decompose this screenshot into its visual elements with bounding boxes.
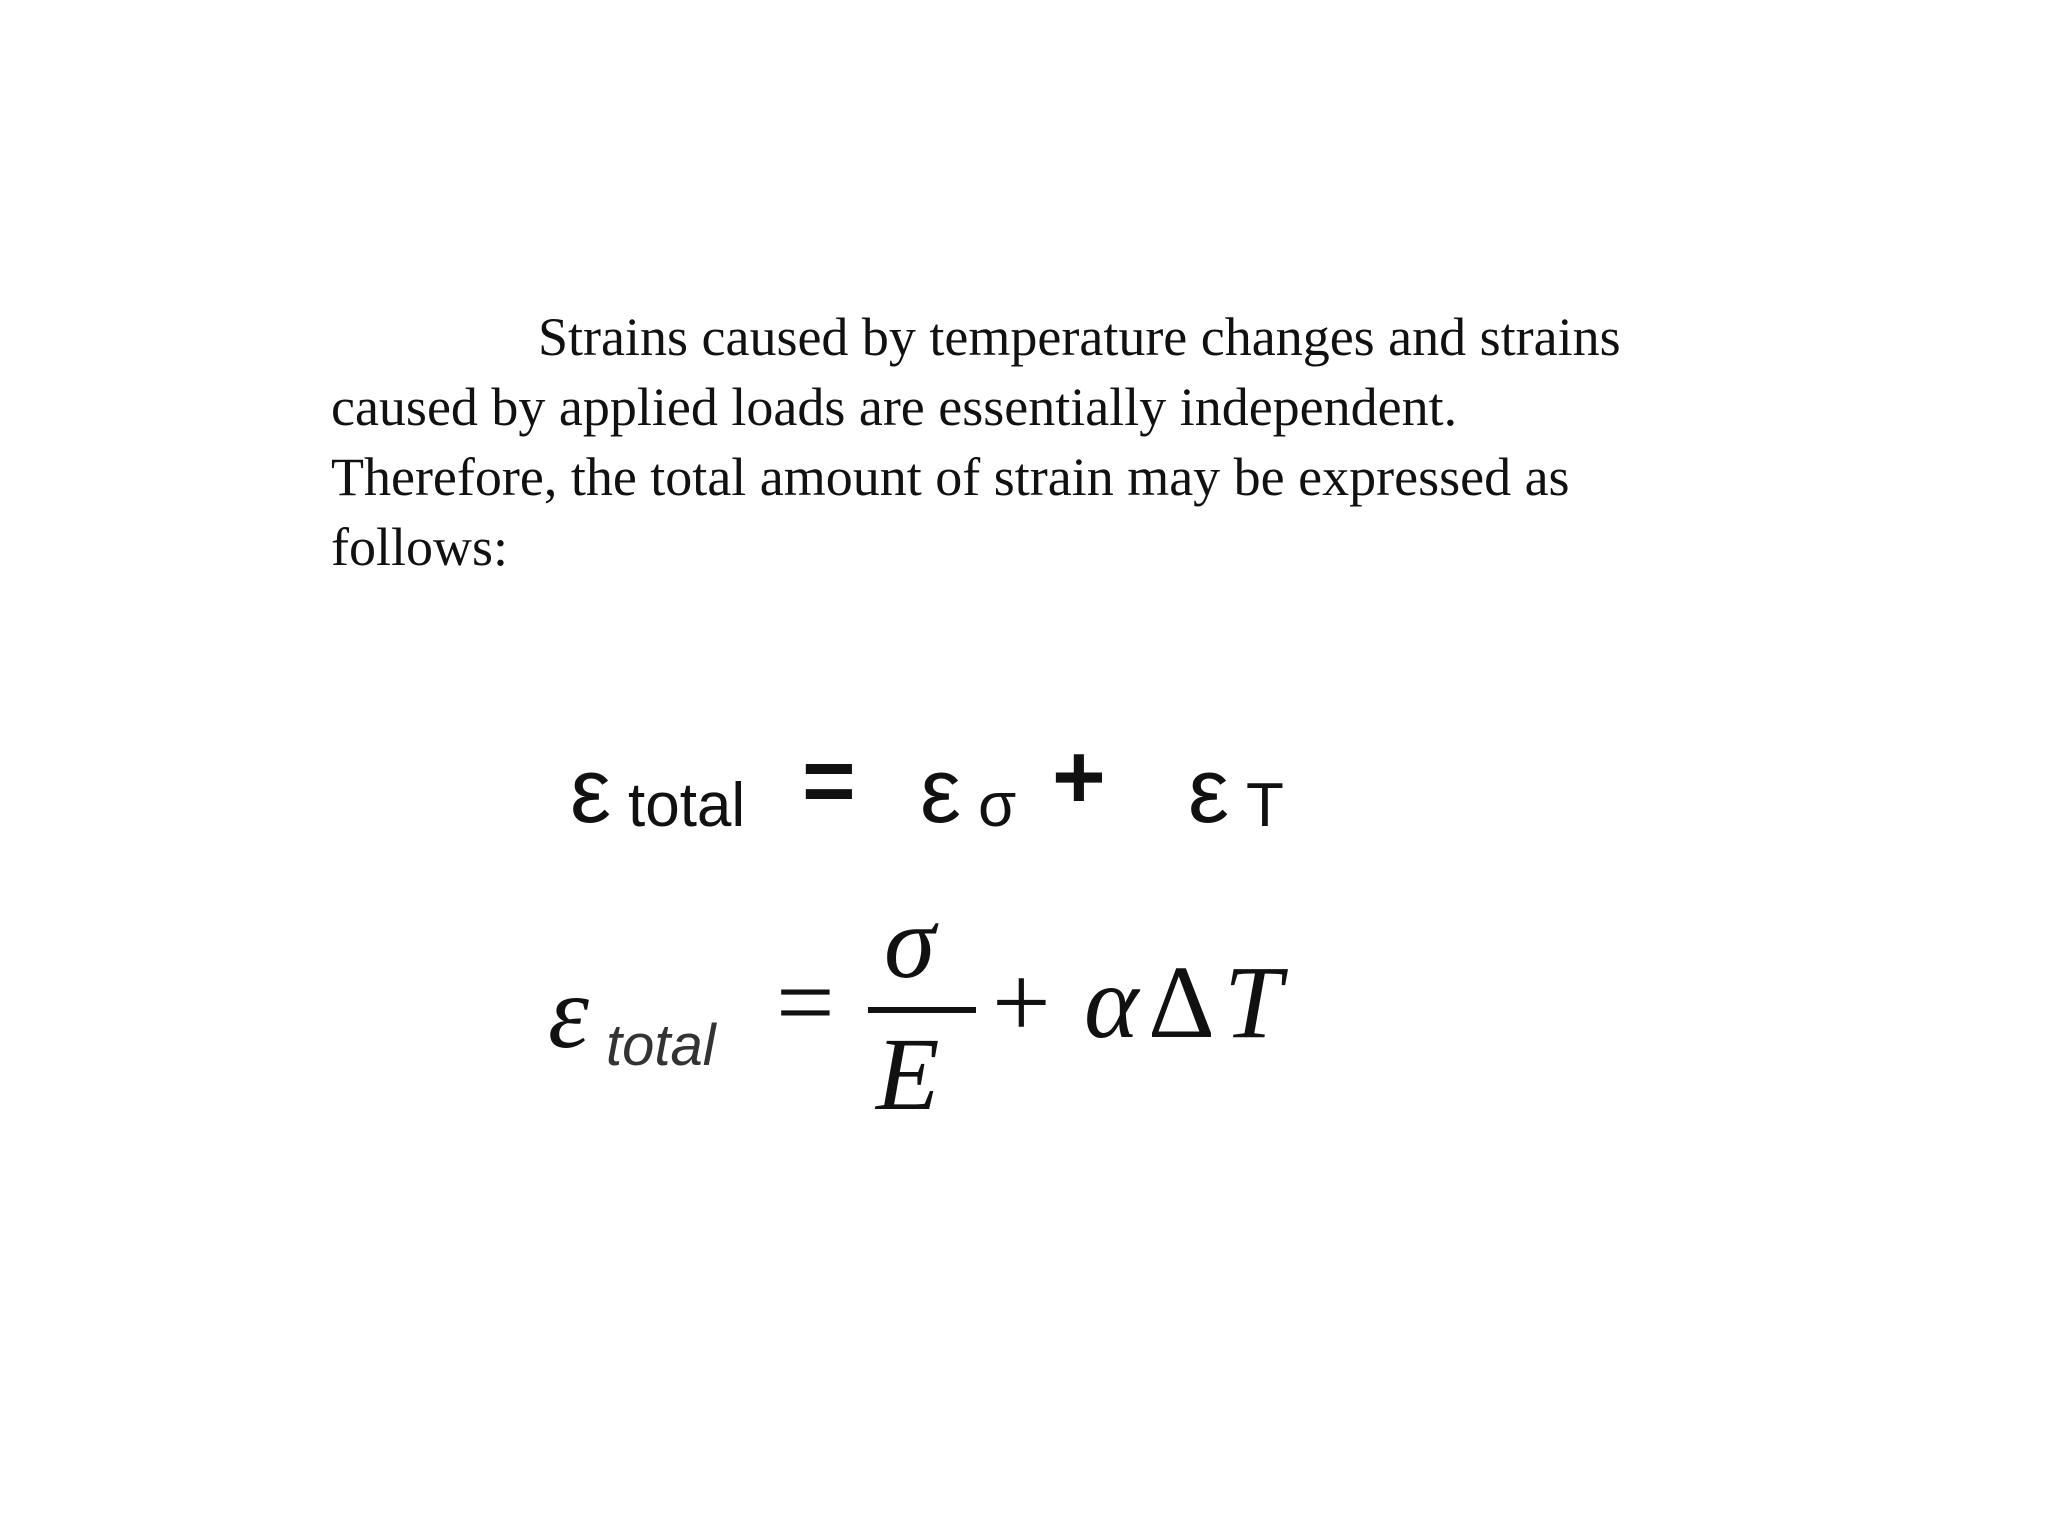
epsilon-total-subscript: total: [628, 771, 746, 840]
fraction-denominator-e: E: [876, 1017, 940, 1132]
epsilon-sigma-subscript: σ: [978, 771, 1017, 840]
paragraph-line: caused by applied loads are essentially independent.: [331, 377, 1458, 437]
fraction-numerator-sigma: σ: [884, 885, 936, 1000]
paragraph-line: follows:: [331, 517, 509, 577]
fraction-bar: [868, 1007, 976, 1013]
plus-sign: +: [1052, 726, 1106, 828]
delta-symbol: Δ: [1148, 945, 1215, 1060]
body-paragraph: [331, 302, 1731, 582]
equation-total-strain-formula: [548, 885, 1348, 1145]
plus-sign: +: [992, 945, 1051, 1060]
epsilon-total-symbol: ε: [570, 740, 612, 842]
epsilon-sigma-symbol: ε: [920, 740, 962, 842]
paragraph-line: Strains caused by temperature changes and strains: [538, 307, 1621, 367]
paragraph-line: Therefore, the total amount of strain may be expressed as: [331, 447, 1570, 507]
equals-sign: =: [776, 945, 835, 1060]
epsilon-t-symbol: ε: [1188, 740, 1230, 842]
epsilon-t-subscript: T: [1246, 771, 1284, 840]
epsilon-total-symbol: ε: [548, 955, 589, 1070]
alpha-symbol: α: [1084, 945, 1139, 1060]
epsilon-total-subscript: total: [606, 1013, 716, 1078]
temperature-t-symbol: T: [1224, 945, 1282, 1060]
equals-sign: =: [802, 730, 856, 832]
